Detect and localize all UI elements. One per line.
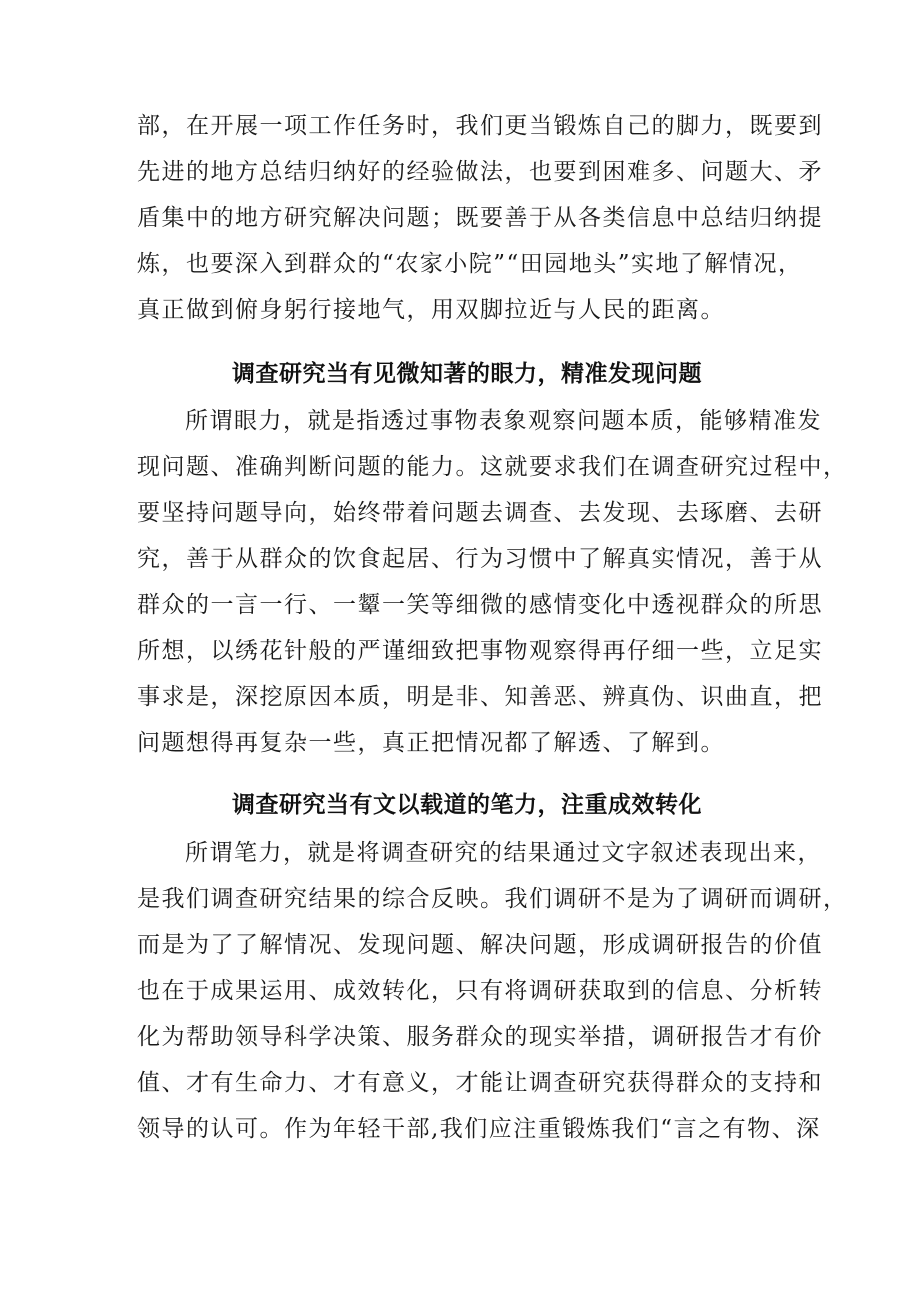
paragraph-line: 值、才有生命力、才有意义，才能让调查研究获得群众的支持和 [137,1070,823,1096]
paragraph-line: 是我们调查研究结果的综合反映。我们调研不是为了调研而调研， [137,886,848,912]
paragraph-line: 部，在开展一项工作任务时，我们更当锻炼自己的脚力，既要到 [137,113,823,139]
paragraph-line: 究，善于从群众的饮食起居、行为习惯中了解真实情况，善于从 [137,546,823,572]
section-heading-writing: 调查研究当有文以载道的笔力，注重成效转化 [232,792,702,818]
paragraph-line: 所想，以绣花针般的严谨细致把事物观察得再仔细一些，立足实 [137,638,823,664]
paragraph-1 [137,103,823,333]
paragraph-line: 所谓笔力，就是将调查研究的结果通过文字叙述表现出来， [185,840,822,866]
paragraph-2 [137,398,848,766]
paragraph-line: 问题想得再复杂一些，真正把情况都了解透、了解到。 [137,730,725,756]
paragraph-line: 事求是，深挖原因本质，明是非、知善恶、辨真伪、识曲直，把 [137,684,823,710]
paragraph-line: 先进的地方总结归纳好的经验做法，也要到困难多、问题大、矛 [137,159,823,185]
paragraph-line: 领导的认可。作为年轻干部,我们应注重锻炼我们“言之有物、深 [137,1116,821,1142]
paragraph-line: 盾集中的地方研究解决问题；既要善于从各类信息中总结归纳提 [137,205,823,231]
paragraph-line: 群众的一言一行、一颦一笑等细微的感情变化中透视群众的所思 [137,592,823,618]
paragraph-line: 也在于成果运用、成效转化，只有将调研获取到的信息、分析转 [137,978,823,1004]
section-heading-eyesight: 调查研究当有见微知著的眼力，精准发现问题 [232,361,702,387]
paragraph-line: 真正做到俯身躬行接地气，用双脚拉近与人民的距离。 [137,297,725,323]
paragraph-3 [137,830,848,1152]
paragraph-line: 而是为了了解情况、发现问题、解决问题，形成调研报告的价值 [137,932,823,958]
paragraph-line: 所谓眼力，就是指透过事物表象观察问题本质，能够精准发 [185,408,822,434]
paragraph-line: 炼，也要深入到群众的“农家小院”“田园地头”实地了解情况， [137,251,803,277]
paragraph-line: 要坚持问题导向，始终带着问题去调查、去发现、去琢磨、去研 [137,500,823,526]
paragraph-line: 现问题、准确判断问题的能力。这就要求我们在调查研究过程中， [137,454,848,480]
paragraph-line: 化为帮助领导科学决策、服务群众的现实举措，调研报告才有价 [137,1024,823,1050]
